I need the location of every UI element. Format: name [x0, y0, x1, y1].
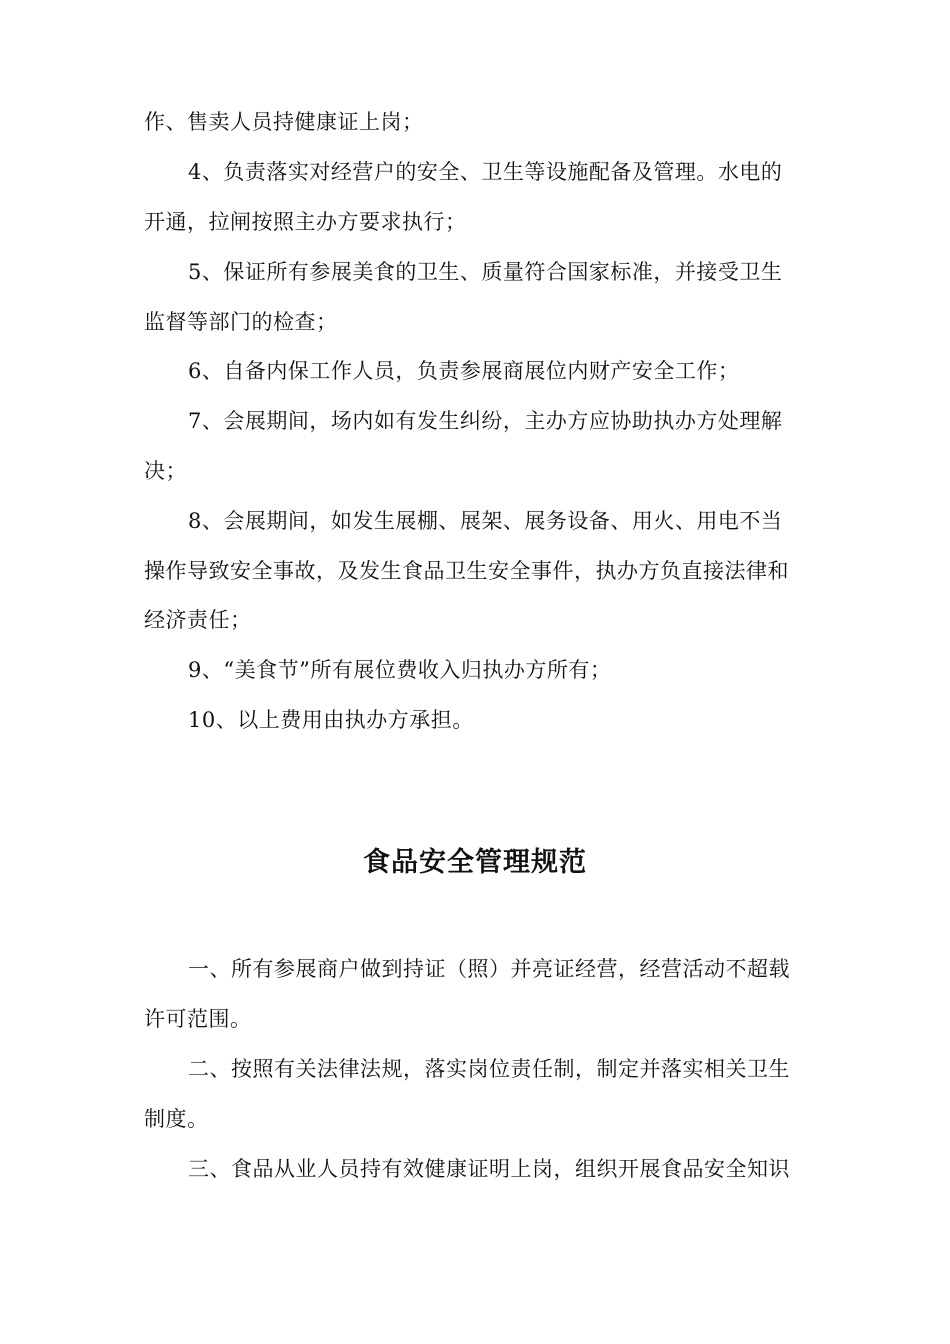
- paragraph-7-line-2: 决；: [144, 459, 187, 483]
- paragraph-5-line-2: 监督等部门的检查；: [144, 310, 338, 334]
- paragraph-5-line-1: 5、保证所有参展美食的卫生、质量符合国家标准，并接受卫生: [188, 260, 783, 284]
- paragraph-4-line-1: 4、负责落实对经营户的安全、卫生等设施配备及管理。水电的: [188, 160, 783, 184]
- paragraph-7-line-1: 7、会展期间，场内如有发生纠纷，主办方应协助执办方处理解: [188, 409, 783, 433]
- rule-3-line-1: 三、食品从业人员持有效健康证明上岗，组织开展食品安全知识: [188, 1157, 790, 1181]
- paragraph-8-line-3: 经济责任；: [144, 608, 252, 632]
- rule-1-line-1: 一、所有参展商户做到持证（照）并亮证经营，经营活动不超载: [188, 957, 790, 981]
- paragraph-continuation-3: 作、售卖人员持健康证上岗；: [144, 110, 424, 134]
- rule-1-line-2: 许可范围。: [144, 1007, 252, 1031]
- paragraph-8-line-2: 操作导致安全事故，及发生食品卫生安全事件，执办方负直接法律和: [144, 559, 789, 583]
- paragraph-6: 6、自备内保工作人员，负责参展商展位内财产安全工作；: [188, 359, 740, 383]
- rule-2-line-1: 二、按照有关法律法规，落实岗位责任制，制定并落实相关卫生: [188, 1057, 790, 1081]
- section-title: 食品安全管理规范: [363, 847, 587, 878]
- paragraph-8-line-1: 8、会展期间，如发生展棚、展架、展务设备、用火、用电不当: [188, 509, 783, 533]
- paragraph-9: 9、“美食节”所有展位费收入归执办方所有；: [188, 658, 612, 682]
- paragraph-10: 10、以上费用由执办方承担。: [188, 708, 474, 732]
- paragraph-4-line-2: 开通，拉闸按照主办方要求执行；: [144, 210, 467, 234]
- rule-2-line-2: 制度。: [144, 1107, 209, 1131]
